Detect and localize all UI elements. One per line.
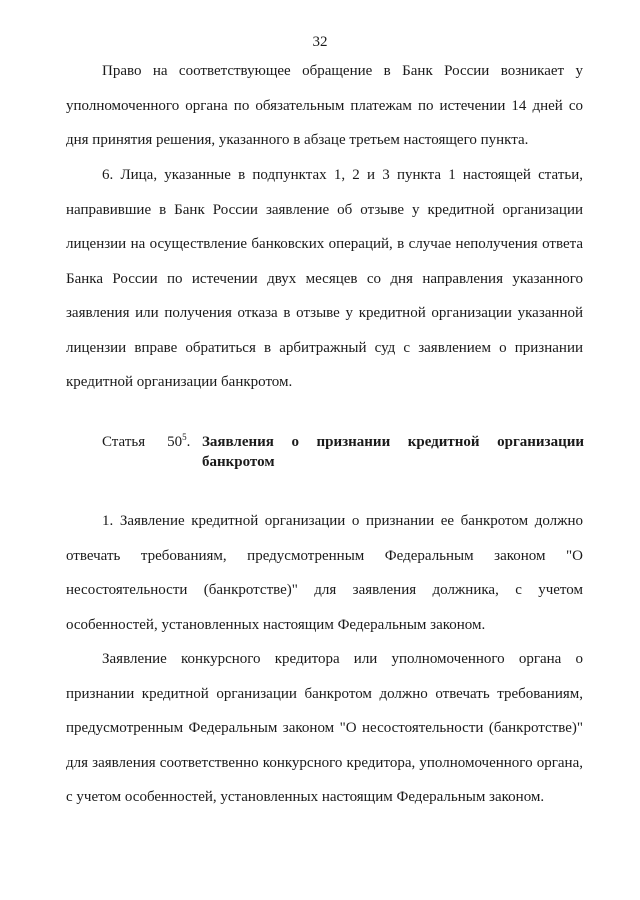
article-title: Заявления о признании кредитной организации банкротом <box>202 434 584 470</box>
paragraph-item-6: 6. Лица, указанные в подпунктах 1, 2 и 3 пункта 1 настоящей статьи, направившие в Банк России заявление об отзыве у кредитной организации лицензии на осуществление банковских операций, в случае неполучения ответа Банка России по истечении двух месяцев со дня направления указанного заявления или получения отказа в отзыве у кредитной организации указанной лицензии вправе обратиться в арбитражный суд с заявлением о признании кредитной организации банкротом. <box>66 167 583 390</box>
article-number-suffix: . <box>186 434 191 450</box>
paragraph-right-to-appeal: Право на соответствующее обращение в Банк России возникает у уполномоченного органа по обязательным платежам по истечении 14 дней со дня принятия решения, указанного в абзаце третьем настоящего пункта. <box>66 63 583 148</box>
article-word: Статья <box>102 434 146 450</box>
page-number: 32 <box>312 34 328 50</box>
article-number-superscript: 5 <box>182 432 187 442</box>
article-number: 50 <box>167 434 183 450</box>
article-heading <box>102 432 584 472</box>
paragraph-item-1: 1. Заявление кредитной организации о признании ее банкротом должно отвечать требованиям, предусмотренным Федеральным законом "О несостоятельности (банкротстве)" для заявления должника, с учетом особенностей, установленных настоящим Федеральным законом. <box>66 513 583 633</box>
article-label <box>102 432 200 472</box>
paragraph-creditor-application: Заявление конкурсного кредитора или уполномоченного органа о признании кредитной организации банкротом должно отвечать требованиям, предусмотренным Федеральным законом "О несостоятельности (банкротстве)" для заявления соответственно конкурсного кредитора, уполномоченного органа, с учетом особенностей, установленных настоящим Федеральным законом. <box>66 651 583 805</box>
